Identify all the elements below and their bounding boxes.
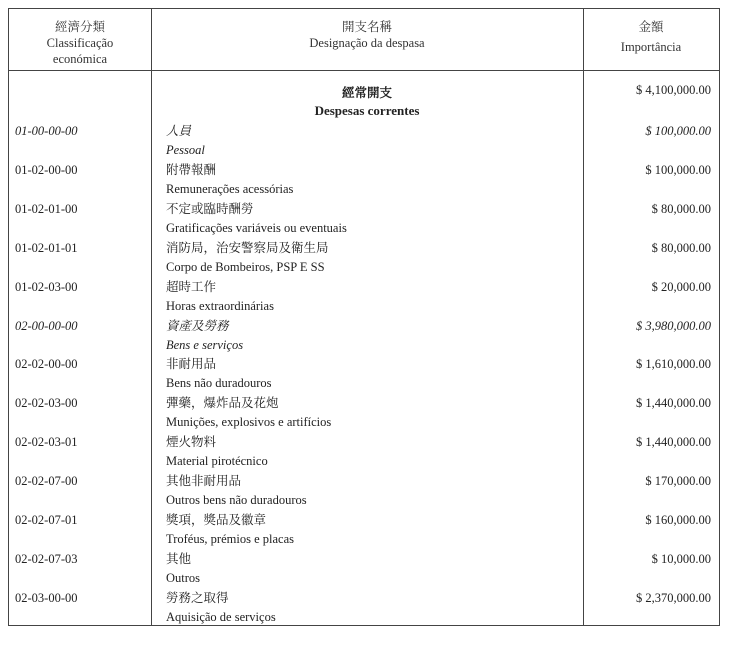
- table-row: [9, 587, 719, 626]
- table-row: [9, 431, 719, 470]
- header-amount-zh: 金額: [638, 20, 664, 34]
- row-amount: $ 3,980,000.00: [636, 318, 711, 333]
- row-code: 02-02-07-03: [15, 551, 78, 566]
- row-code: 01-02-03-00: [15, 279, 78, 294]
- row-designation-pt: Remunerações acessórias: [166, 181, 294, 196]
- row-designation-zh: 超時工作: [166, 279, 217, 294]
- row-code: 02-03-00-00: [15, 590, 78, 605]
- summary-title-zh: 經常開支: [341, 86, 392, 100]
- row-designation-zh: 其他: [166, 551, 192, 566]
- row-designation-pt: Outros: [166, 570, 201, 585]
- row-designation-pt: Bens e serviços: [166, 337, 244, 352]
- row-code: 02-02-03-00: [15, 396, 78, 411]
- table-row: [9, 509, 719, 548]
- row-designation-pt: Outros bens não duradouros: [166, 493, 307, 508]
- table-row: [9, 120, 719, 159]
- header-classification-pt1: Classificação: [46, 36, 114, 50]
- row-amount: $ 160,000.00: [645, 513, 711, 527]
- row-designation-pt: Corpo de Bombeiros, PSP E SS: [166, 259, 325, 274]
- row-code: 01-02-01-01: [15, 240, 78, 255]
- row-designation-pt: Aquisição de serviços: [166, 609, 276, 624]
- row-code: 01-02-00-00: [15, 162, 78, 177]
- row-amount: $ 1,440,000.00: [636, 396, 711, 411]
- row-amount: $ 20,000.00: [651, 279, 711, 294]
- row-code: 02-02-07-00: [15, 474, 78, 489]
- table-row: [9, 392, 719, 431]
- table-row: [9, 237, 719, 276]
- row-code: 02-02-00-00: [15, 357, 78, 372]
- header-designation-zh: 開支名稱: [341, 20, 392, 34]
- row-designation-zh: 不定或臨時酬勞: [166, 201, 254, 216]
- header-classification: [9, 19, 151, 67]
- row-amount: $ 100,000.00: [645, 124, 711, 138]
- table-row: [9, 353, 719, 392]
- row-designation-zh: 煙火物料: [166, 435, 217, 450]
- row-amount: $ 80,000.00: [651, 240, 711, 255]
- row-designation-zh: 人員: [166, 124, 192, 138]
- header-designation-pt: Designação da despasa: [309, 36, 425, 50]
- row-code: 02-02-07-01: [15, 513, 78, 527]
- row-designation-zh: 彈藥，爆炸品及花炮: [166, 396, 279, 411]
- table-row: [9, 159, 719, 198]
- row-designation-zh: 勞務之取得: [166, 590, 229, 605]
- row-amount: $ 80,000.00: [651, 201, 711, 216]
- row-amount: $ 10,000.00: [651, 551, 711, 566]
- row-designation-zh: 附帶報酬: [166, 162, 217, 177]
- table-row: [9, 198, 719, 237]
- row-code: 01-00-00-00: [15, 124, 78, 138]
- budget-table: [8, 8, 720, 626]
- row-designation-pt: Bens não duradouros: [166, 376, 272, 391]
- row-designation-pt: Pessoal: [166, 143, 205, 157]
- summary-amount: $ 4,100,000.00: [636, 83, 711, 97]
- row-designation-zh: 獎項，獎品及徽章: [166, 513, 267, 527]
- row-code: 02-02-03-01: [15, 435, 78, 450]
- row-amount: $ 100,000.00: [645, 162, 711, 177]
- row-designation-zh: 其他非耐用品: [166, 474, 242, 489]
- header-amount: [583, 19, 719, 55]
- table-row: [9, 470, 719, 509]
- table-row: [9, 315, 719, 354]
- table-row: [9, 548, 719, 587]
- table-row: [9, 276, 719, 315]
- header-classification-zh: 經濟分類: [54, 20, 105, 34]
- header-designation: [151, 19, 583, 51]
- row-amount: $ 170,000.00: [645, 474, 711, 489]
- row-designation-pt: Munições, explosivos e artifícios: [166, 415, 332, 430]
- row-designation-zh: 資產及勞務: [166, 318, 229, 333]
- summary-title-pt: Despesas correntes: [314, 103, 420, 118]
- row-designation-pt: Material pirotécnico: [166, 454, 268, 469]
- row-amount: $ 2,370,000.00: [636, 590, 711, 605]
- row-designation-zh: 消防局，治安警察局及衛生局: [166, 240, 329, 255]
- row-designation-zh: 非耐用品: [166, 357, 217, 372]
- row-designation-pt: Gratificações variáveis ou eventuais: [166, 220, 347, 235]
- row-designation-pt: Troféus, prémios e placas: [166, 532, 294, 546]
- row-code: 02-00-00-00: [15, 318, 78, 333]
- row-amount: $ 1,440,000.00: [636, 435, 711, 450]
- row-designation-pt: Horas extraordinárias: [166, 298, 274, 313]
- row-code: 01-02-01-00: [15, 201, 78, 216]
- header-amount-pt: Importância: [620, 40, 682, 54]
- header-classification-pt2: económica: [52, 52, 108, 66]
- row-amount: $ 1,610,000.00: [636, 357, 711, 372]
